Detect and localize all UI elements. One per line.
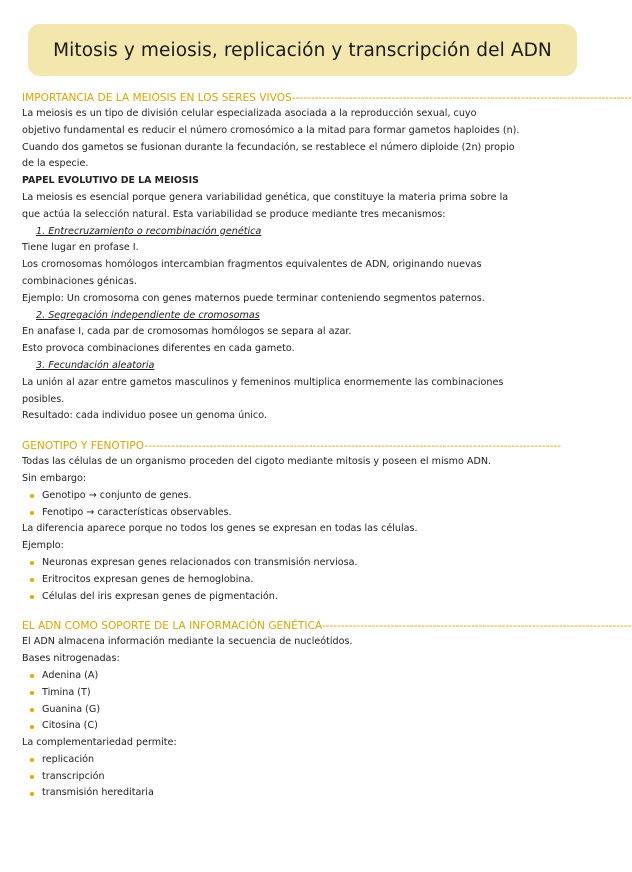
bullet-dot-icon [30,561,34,565]
text-line: de la especie. [22,158,89,170]
list-item-text: Fenotipo → características observables. [42,506,232,518]
text-line: Sin embargo: [22,472,87,484]
list-item-text: Neuronas expresan genes relacionados con transmisión nerviosa. [42,556,358,568]
bullet-dot-icon [30,758,34,762]
list-item-text: Células del iris expresan genes de pigmentación. [42,590,278,602]
bullet-dot-icon [30,708,34,712]
text-line: Cuando dos gametos se fusionan durante la fecundación, se restablece el número diploide (2n) propio [22,141,515,153]
text-line: Esto provoca combinaciones diferentes en cada gameto. [22,343,295,355]
text-line: Ejemplo: Un cromosoma con genes maternos puede terminar conteniendo segmentos paternos. [22,292,485,304]
text-line: Tiene lugar en profase I. [22,242,139,254]
section-heading-genotipo [22,439,582,454]
list-item-text: Eritrocitos expresan genes de hemoglobina. [42,573,254,585]
bullet-list [22,668,582,735]
list-item [30,589,582,606]
bullet-list [22,752,582,802]
list-item-text: transcripción [42,770,105,782]
bullet-dot-icon [30,792,34,796]
text-line: La diferencia aparece porque no todos los genes se expresan en todas las células. [22,523,418,535]
title-banner [28,24,577,76]
list-item [30,685,582,702]
mechanism-title-2: 2. Segregación independiente de cromosomas [36,309,260,321]
text-line: objetivo fundamental es reducir el número cromosómico a la mitad para formar gametos haploides (n). [22,124,520,136]
list-item [30,752,582,769]
list-item [30,555,582,572]
list-item [30,718,582,735]
bullet-dot-icon [30,775,34,779]
text-line: En anafase I, cada par de cromosomas homólogos se separa al azar. [22,326,352,338]
document-page [0,24,632,872]
list-item-text: Adenina (A) [42,669,99,681]
list-item [30,769,582,786]
text-line: La unión al azar entre gametos masculinos y femeninos multiplica enormemente las combinaciones [22,376,504,388]
list-item [30,702,582,719]
text-line: La complementariedad permite: [22,737,177,749]
list-item [30,505,582,522]
bullet-dot-icon [30,494,34,498]
list-item-text: Guanina (G) [42,703,101,715]
list-item [30,668,582,685]
list-item-text: Timina (T) [42,686,91,698]
list-item-text: transmisión hereditaria [42,787,154,799]
heading-dashes: --------------------------------------------------------------------------------- [321,620,632,633]
text-line: La meiosis es esencial porque genera variabilidad genética, que constituye la materia prima sobre la [22,191,509,203]
text-line: Ejemplo: [22,540,64,552]
text-line: El ADN almacena información mediante la secuencia de nucleótidos. [22,636,353,648]
text-line: combinaciones génicas. [22,275,137,287]
mechanism-title-1: 1. Entrecruzamiento o recombinación genética [36,225,262,237]
text-line: Resultado: cada individuo posee un genoma único. [22,410,267,422]
subsection-title: PAPEL EVOLUTIVO DE LA MEIOSIS [22,175,199,187]
meiosis-intro [22,106,582,173]
heading-dashes: ----------------------------------------------------------------------------------------- [291,92,632,104]
bullet-dot-icon [30,578,34,582]
text-line: Los cromosomas homólogos intercambian fragmentos equivalentes de ADN, originando nuevas [22,259,482,271]
bullet-list [22,555,582,605]
list-item-text: replicación [42,753,95,765]
text-line: La meiosis es un tipo de división celular especializada asociada a la reproducción sexual, cuyo [22,108,477,119]
page-title: Mitosis y meiosis, replicación y transcripción del ADN [53,39,552,61]
list-item-text: Genotipo → conjunto de genes. [42,489,192,501]
list-item [30,572,582,589]
section-heading-text: EL ADN COMO SOPORTE DE LA INFORMACIÓN GENÉTICA [22,620,322,633]
section-heading-adn [22,619,632,634]
list-item [30,488,582,505]
section-heading-meiosis [22,91,632,106]
text-line: Todas las células de un organismo proceden del cigoto mediante mitosis y poseen el mismo ADN. [22,456,492,468]
section-heading-text: IMPORTANCIA DE LA MEIOSIS EN LOS SERES VIVOS [22,92,292,104]
heading-dashes: ------------------------------------------------------------------------------------------------------------- [144,440,562,453]
bullet-dot-icon [30,511,34,515]
mechanism-title-3: 3. Fecundación aleatoria [36,359,155,371]
section-heading-text: GENOTIPO Y FENOTIPO [22,440,145,453]
text-line: que actúa la selección natural. Esta variabilidad se produce mediante tres mecanismos: [22,208,446,220]
text-line: Bases nitrogenadas: [22,653,120,665]
bullet-dot-icon [30,595,34,599]
bullet-dot-icon [30,691,34,695]
list-item [30,785,582,802]
bullet-dot-icon [30,674,34,678]
list-item-text: Citosina (C) [42,720,98,732]
bullet-list [22,488,582,522]
text-line: posibles. [22,393,65,405]
bullet-dot-icon [30,725,34,729]
